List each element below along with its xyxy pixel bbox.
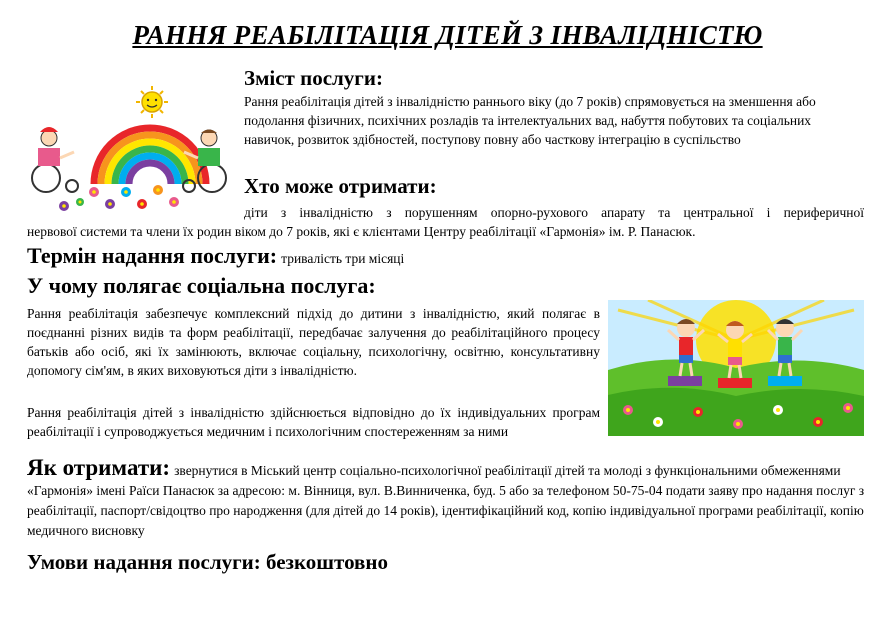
term-line xyxy=(27,243,872,269)
essence-paragraph-2: Рання реабілітація дітей з інвалідністю здійснюється відповідно до їх індивідуальних програм реабілітації і супроводжується медичним і психологічним спостереженням за ними xyxy=(27,405,600,439)
page-title: РАННЯ РЕАБІЛІТАЦІЯ ДІТЕЙ З ІНВАЛІДНІСТЮ xyxy=(132,20,763,50)
term-text: тривалість три місяці xyxy=(281,251,405,266)
conditions-line: Умови надання послуги: безкоштовно xyxy=(27,550,388,574)
eligible-text-line2: нервової системи та члени їх родин віком до 7 років, які є клієнтами Центру реабілітації «Гармонія» ім. Р. Панасюк. xyxy=(27,224,696,239)
sun-icon xyxy=(136,86,168,118)
wheelchair-child-left-icon xyxy=(32,127,78,192)
term-heading: Термін надання послуги: xyxy=(27,243,278,268)
content-text: Рання реабілітація дітей з інвалідністю раннього віку (до 7 років) спрямовується на зменшення або подолання фізичних, психічних розладів та інтелектуальних вад, набуття побутових та соціальних навичок, розвиток здібностей, поступову повну або часткову інтеграцію в суспільство xyxy=(244,94,816,147)
kids-exercise-illustration xyxy=(608,300,864,436)
essence-paragraph-1: Рання реабілітація забезпечує комплексний підхід до дитини з інвалідністю, який полягає в поєднанні різних видів та форм реабілітації, передбачає залучення до реабілітаційного процесу батьків або осіб, які їх замінюють, включає соціальну, психологічну, освітню, консультативну допомогу сім'ям, в яких виховуються діти з інвалідністю. xyxy=(27,306,600,378)
howto-block xyxy=(27,455,872,541)
howto-text: звернутися в Міський центр соціально-психологічної реабілітації дітей та молоді з функціональними обмеженнями «Гармонія» імені Раїси Панасюк за адресою: м. Вінниця, вул. В.Винниченка, буд. 5 або за телефоном 50-75-04 подати заяву про надання послуг з реабілітації, паспорт/свідоцтво про народження (для дітей до 14 років), ідентифікаційний код, копію індивідуальної програми реабілітації, копію медичного висновку xyxy=(27,463,865,538)
content-heading: Зміст послуги: xyxy=(244,66,383,90)
eligible-text-line1: діти з інвалідністю з порушенням опорно-рухового апарату та центральної і периферичної xyxy=(244,205,864,220)
essence-heading: У чому полягає соціальна послуга: xyxy=(27,273,376,298)
rainbow-children-illustration xyxy=(24,86,236,214)
eligible-heading: Хто може отримати: xyxy=(244,174,437,198)
howto-heading: Як отримати: xyxy=(27,455,171,480)
